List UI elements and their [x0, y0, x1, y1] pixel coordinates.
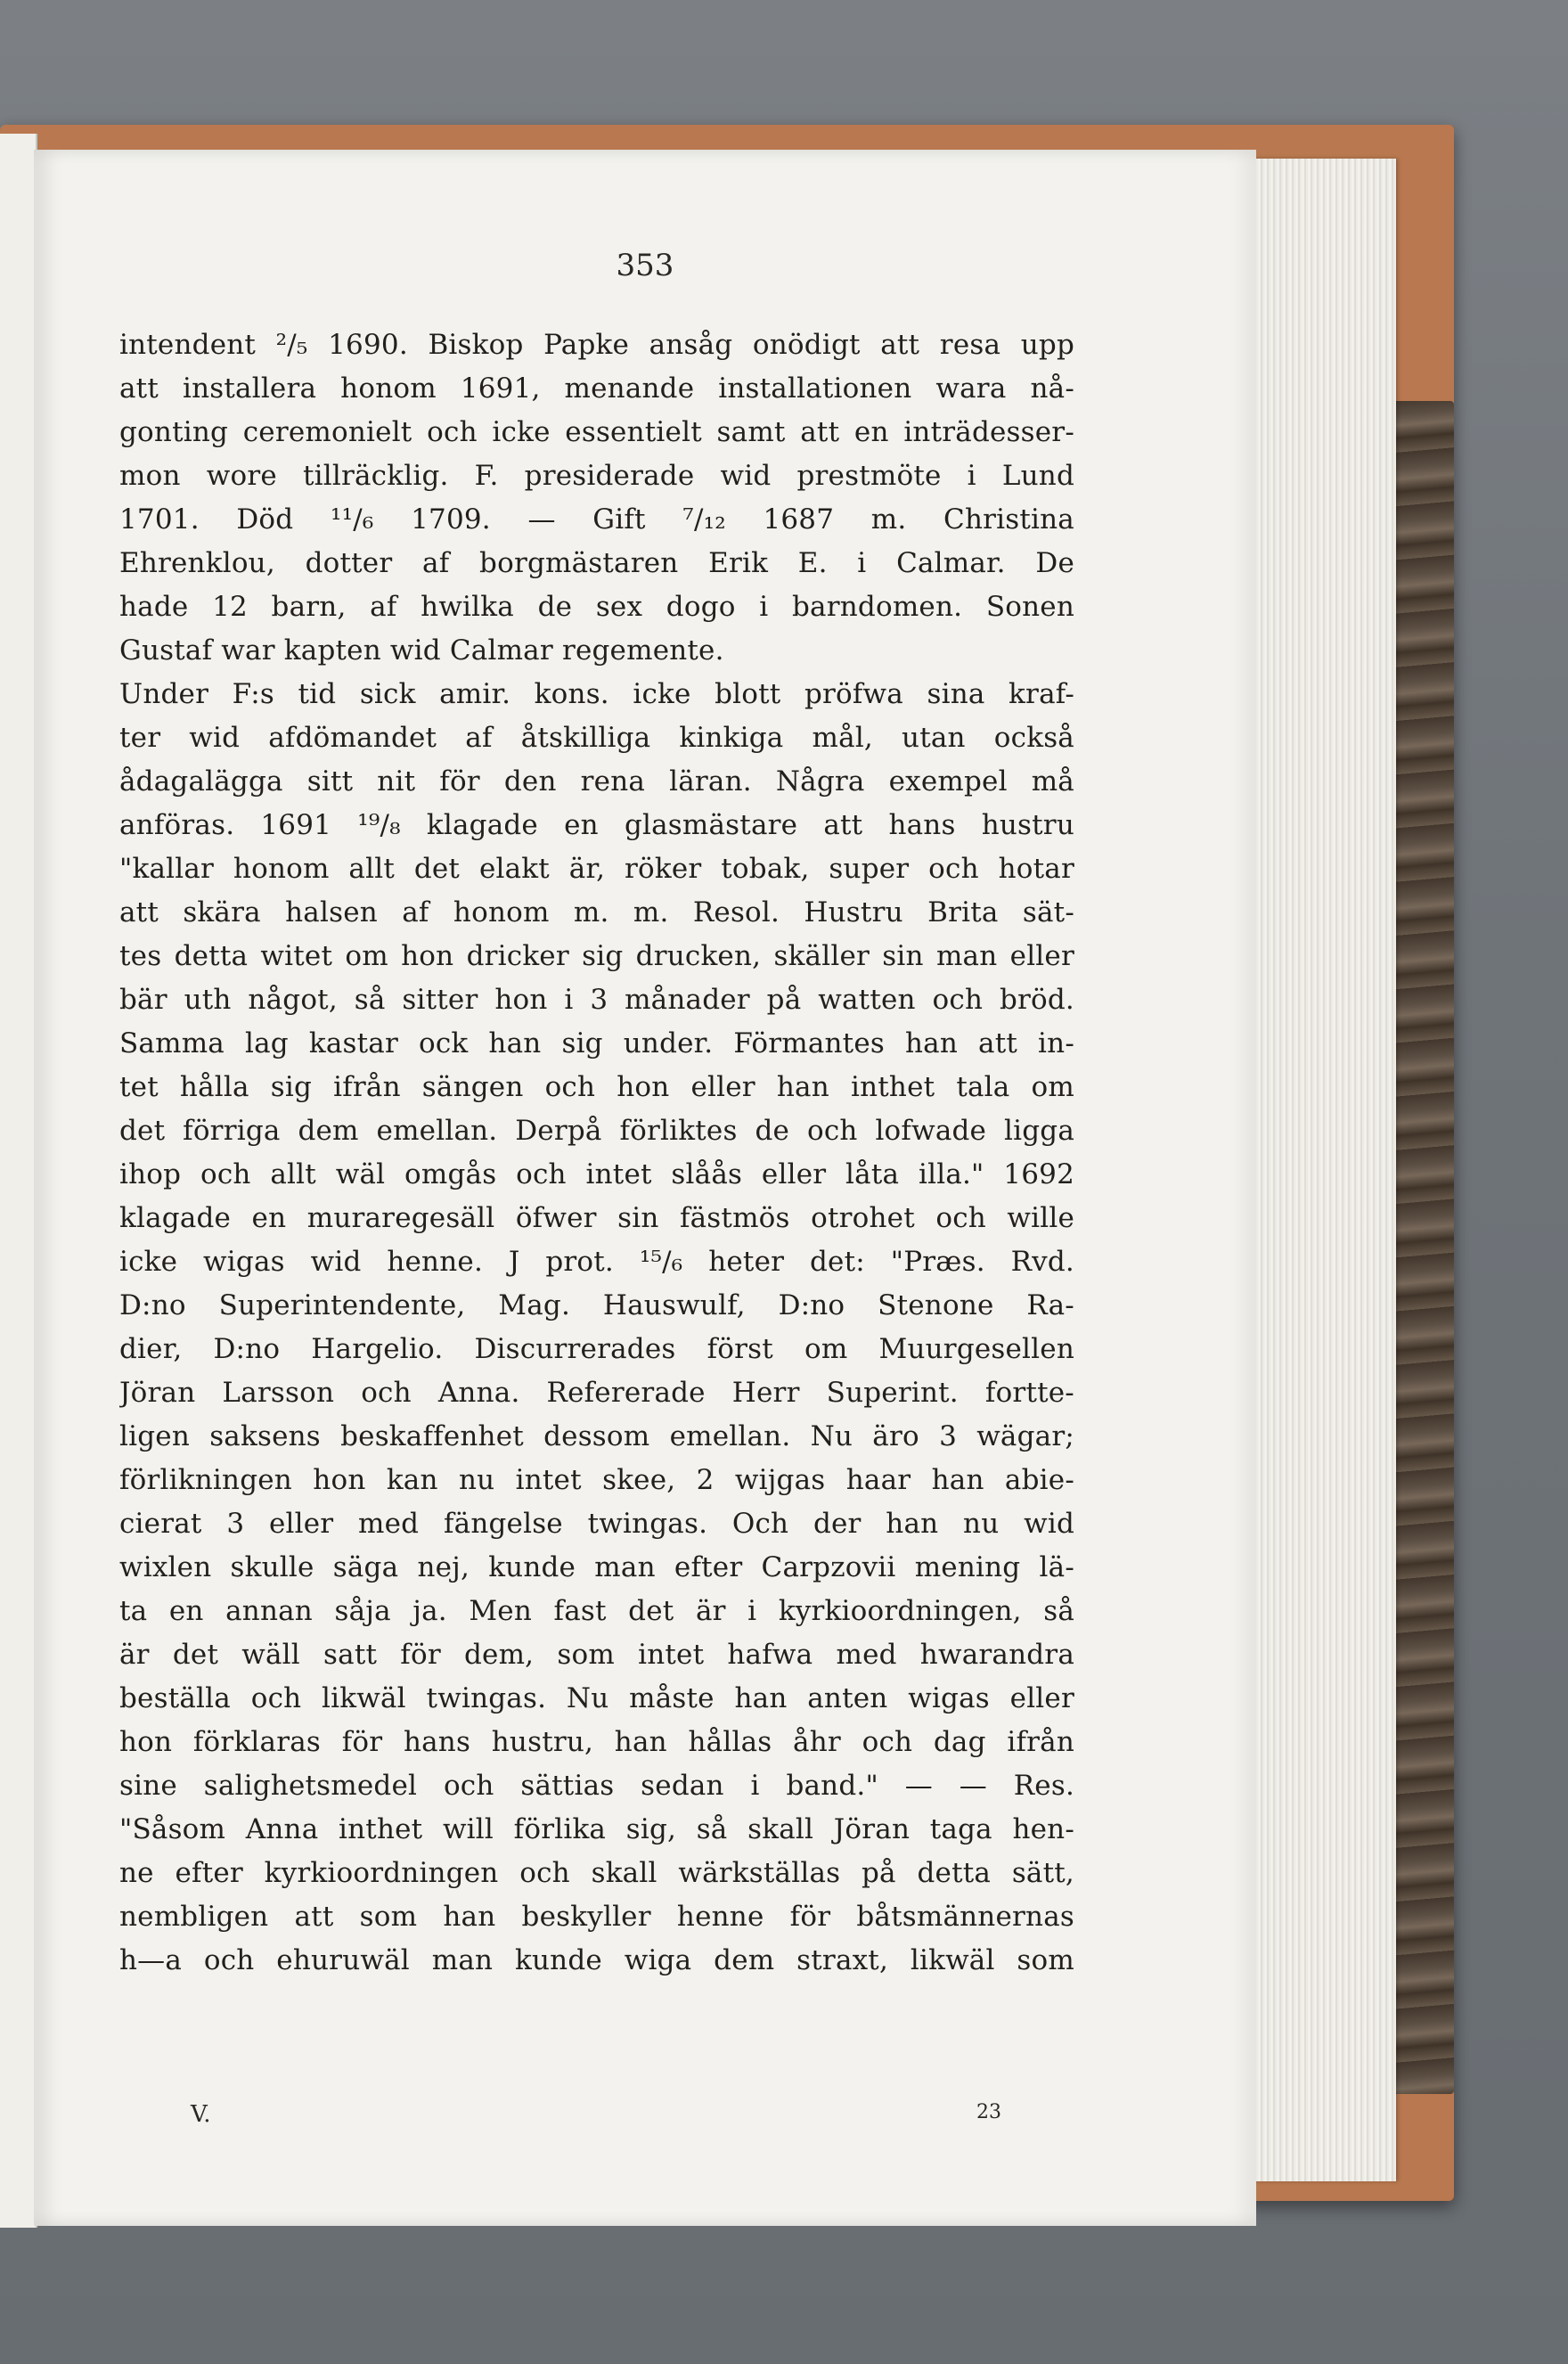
text-line: Under F:s tid sick amir. kons. icke blott pröfwa sina kraf-: [119, 678, 1074, 710]
text-line: intendent ²/₅ 1690. Biskop Papke ansåg onödigt att resa upp: [119, 329, 1074, 361]
text-line: gonting ceremonielt och icke essentielt samt att en inträdesser-: [119, 416, 1074, 448]
text-line: anföras. 1691 ¹⁹/₈ klagade en glasmästare att hans hustru: [119, 809, 1074, 841]
text-line: är det wäll satt för dem, som intet hafwa med hwarandra: [119, 1639, 1074, 1671]
text-line: 1701. Död ¹¹/₆ 1709. — Gift ⁷/₁₂ 1687 m. Christina: [119, 503, 1074, 536]
facing-page-edge: [0, 134, 37, 2228]
text-line: Gustaf war kapten wid Calmar regemente.: [119, 634, 724, 667]
signature-mark: V.: [191, 2101, 211, 2128]
text-line: "Såsom Anna inthet will förlika sig, så skall Jöran taga hen-: [119, 1813, 1074, 1845]
text-line: Ehrenklou, dotter af borgmästaren Erik E. i Calmar. De: [119, 547, 1074, 579]
text-line: ta en annan såja ja. Men fast det är i kyrkioordningen, så: [119, 1595, 1074, 1627]
text-line: beställa och likwäl twingas. Nu måste han anten wigas eller: [119, 1682, 1074, 1714]
body-text: [119, 323, 1074, 1983]
text-line: förlikningen hon kan nu intet skee, 2 wijgas haar han abie-: [119, 1464, 1074, 1496]
text-line: cierat 3 eller med fängelse twingas. Och der han nu wid: [119, 1508, 1074, 1540]
book-page: [34, 150, 1256, 2226]
text-line: tet hålla sig ifrån sängen och hon eller han inthet tala om: [119, 1071, 1074, 1103]
text-line: sine salighetsmedel och sättias sedan i band." — — Res.: [119, 1770, 1074, 1802]
text-line: h—a och ehuruwäl man kunde wiga dem straxt, likwäl som: [119, 1944, 1074, 1976]
text-line: ådagalägga sitt nit för den rena läran. Några exempel må: [119, 765, 1074, 798]
text-line: "kallar honom allt det elakt är, röker tobak, super och hotar: [119, 853, 1074, 885]
text-line: dier, D:no Hargelio. Discurrerades först om Muurgesellen: [119, 1333, 1074, 1365]
text-line: nembligen att som han beskyller henne för båtsmännernas: [119, 1901, 1074, 1933]
text-line: hon förklaras för hans hustru, han hållas åhr och dag ifrån: [119, 1726, 1074, 1758]
text-line: att skära halsen af honom m. m. Resol. Hustru Brita sät-: [119, 896, 1074, 928]
sheet-number: 23: [976, 2101, 1001, 2123]
text-line: bär uth något, så sitter hon i 3 månader på watten och bröd.: [119, 984, 1074, 1016]
text-line: hade 12 barn, af hwilka de sex dogo i barndomen. Sonen: [119, 591, 1074, 623]
text-line: ne efter kyrkioordningen och skall wärkställas på detta sätt,: [119, 1857, 1074, 1889]
text-line: ihop och allt wäl omgås och intet slåås eller låta illa." 1692: [119, 1158, 1074, 1190]
text-line: det förriga dem emellan. Derpå förliktes de och lofwade ligga: [119, 1115, 1074, 1147]
text-line: icke wigas wid henne. J prot. ¹⁵/₆ heter det: "Præs. Rvd.: [119, 1246, 1074, 1278]
text-line: att installera honom 1691, menande installationen wara nå-: [119, 372, 1074, 405]
page-footer: [119, 2101, 1074, 2137]
text-line: wixlen skulle säga nej, kunde man efter Carpzovii mening lä-: [119, 1551, 1074, 1583]
text-line: Jöran Larsson och Anna. Refererade Herr Superint. fortte-: [119, 1377, 1074, 1409]
text-line: tes detta witet om hon dricker sig drucken, skäller sin man eller: [119, 940, 1074, 972]
text-line: Samma lag kastar ock han sig under. Förmantes han att in-: [119, 1027, 1074, 1059]
text-line: D:no Superintendente, Mag. Hauswulf, D:no Stenone Ra-: [119, 1289, 1074, 1321]
page-number: 353: [616, 248, 674, 283]
text-line: klagade en muraregesäll öfwer sin fästmös otrohet och wille: [119, 1202, 1074, 1234]
text-line: ligen saksens beskaffenhet dessom emellan. Nu äro 3 wägar;: [119, 1420, 1074, 1452]
page-stack-edge: [1243, 159, 1396, 2181]
text-line: mon wore tillräcklig. F. presiderade wid prestmöte i Lund: [119, 460, 1074, 492]
text-line: ter wid afdömandet af åtskilliga kinkiga mål, utan också: [119, 722, 1074, 754]
